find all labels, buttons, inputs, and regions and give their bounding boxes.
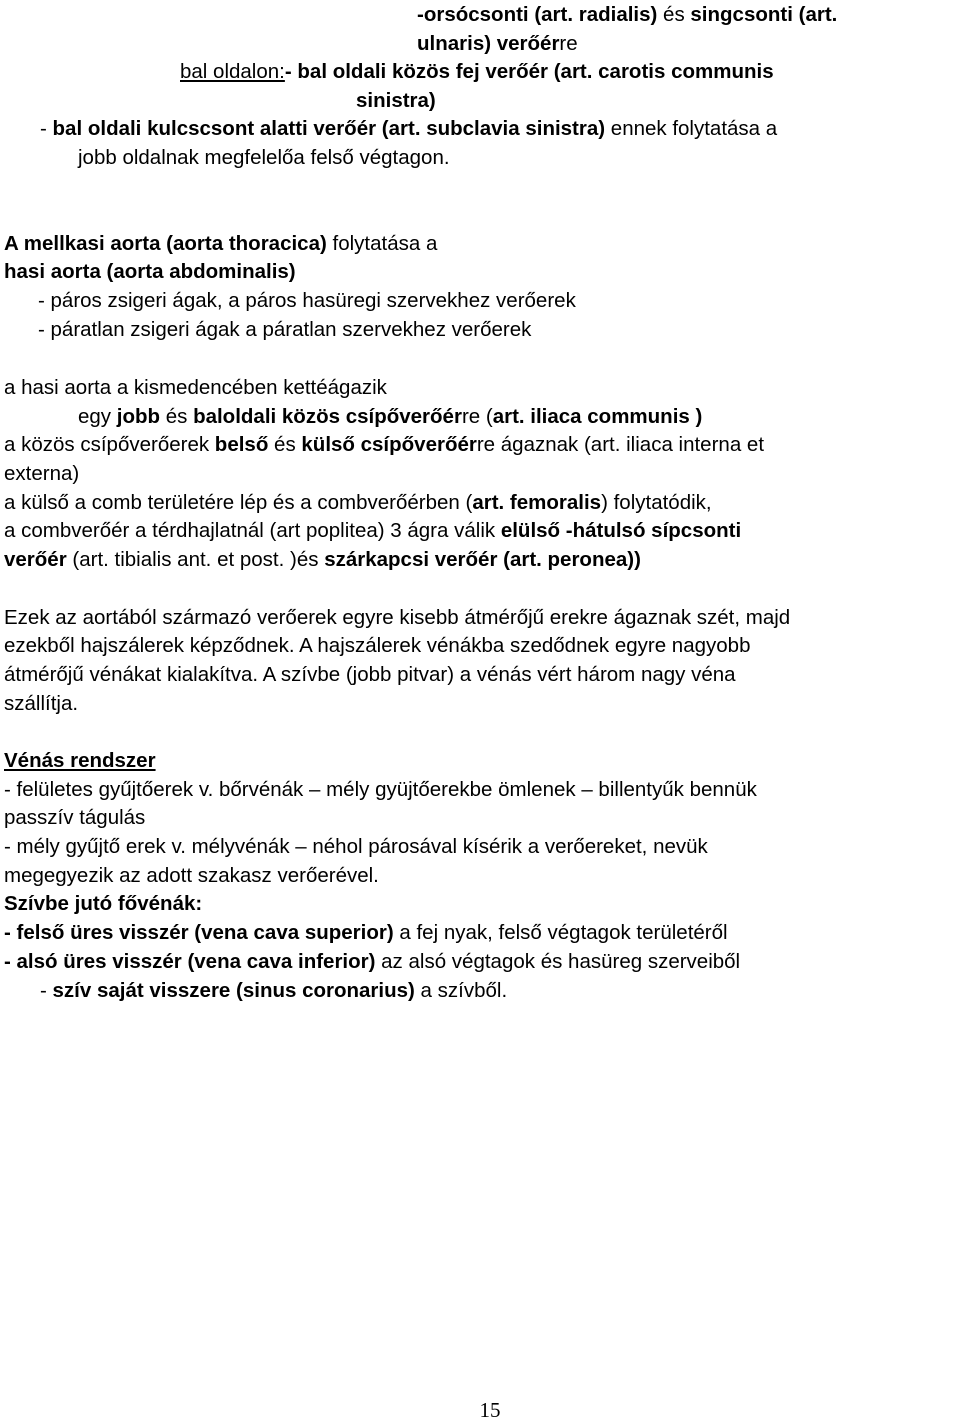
text-run: ) folytatódik, <box>601 491 712 514</box>
text-line <box>4 832 708 861</box>
text-run: a combverőér a térdhajlatnál (art poplitea) 3 ágra válik <box>4 519 501 542</box>
text-run: - <box>40 979 53 1002</box>
text-run: verőér <box>4 548 67 571</box>
text-line <box>4 889 202 918</box>
text-run: art. femoralis <box>472 491 602 514</box>
text-line <box>78 402 702 431</box>
text-run: externa) <box>4 462 80 485</box>
text-run: és <box>657 3 691 26</box>
text-run: ulnaris) verőér <box>417 32 560 55</box>
text-run: - felületes gyűjtőerek v. bőrvénák – mély gyüjtőerekbe ömlenek – billentyűk bennük <box>4 778 757 801</box>
text-run: -orsócsonti (art. radialis) <box>417 3 658 26</box>
text-run: re ( <box>461 405 493 428</box>
text-run: külső csípőverőér <box>301 433 477 456</box>
text-line <box>4 631 750 660</box>
text-run: Szívbe jutó fővénák: <box>4 892 203 915</box>
text-line <box>356 86 436 115</box>
text-run: egy <box>78 405 117 428</box>
text-run: ezekből hajszálerek képződnek. A hajszálerek vénákba szedődnek egyre nagyobb <box>4 634 751 657</box>
text-line <box>4 947 740 976</box>
text-run: folytatása a <box>326 232 438 255</box>
text-run: ennek folytatása a <box>605 117 778 140</box>
text-line <box>417 29 578 58</box>
text-line <box>78 143 450 172</box>
text-run: bal oldalon: <box>180 60 285 83</box>
text-line <box>38 286 576 315</box>
text-line <box>4 803 145 832</box>
text-run: és <box>160 405 194 428</box>
text-run: Vénás rendszer <box>4 749 156 772</box>
text-run: a szívből. <box>414 979 508 1002</box>
text-line <box>4 430 764 459</box>
text-run: a hasi aorta a kismedencében kettéágazik <box>4 376 387 399</box>
text-run: a fej nyak, felső végtagok területéről <box>393 921 728 944</box>
text-line <box>40 976 507 1005</box>
text-line <box>4 746 156 775</box>
text-line <box>180 57 774 86</box>
text-line <box>4 488 712 517</box>
text-line <box>4 861 379 890</box>
text-line <box>4 775 757 804</box>
text-run: (art. tibialis ant. et post. )és <box>66 548 325 571</box>
text-run: art. iliaca communis ) <box>492 405 703 428</box>
text-run: - alsó üres visszér (vena cava inferior) <box>4 950 376 973</box>
text-run: - páratlan zsigeri ágak a páratlan szervekhez verőerek <box>38 318 532 341</box>
text-line <box>4 660 736 689</box>
text-run: a külső a comb területére lép és a combverőérben ( <box>4 491 473 514</box>
text-run: re <box>559 32 578 55</box>
text-line <box>40 114 777 143</box>
text-run: - mély gyűjtő erek v. mélyvénák – néhol párosával kísérik a verőereket, nevük <box>4 835 708 858</box>
text-run: - felső üres visszér (vena cava superior) <box>4 921 394 944</box>
text-run: re ágaznak (art. iliaca interna et <box>476 433 765 456</box>
text-run: Ezek az aortából származó verőerek egyre kisebb átmérőjű erekre ágaznak szét, majd <box>4 606 791 629</box>
text-line <box>4 545 641 574</box>
text-run: átmérőjű vénákat kialakítva. A szívbe (jobb pitvar) a vénás vért három nagy véna <box>4 663 736 686</box>
text-run: passzív tágulás <box>4 806 146 829</box>
page-number: 15 <box>479 1398 501 1422</box>
text-line <box>4 373 387 402</box>
text-run: bal oldali kulcscsont alatti verőér (art. subclavia sinistra) <box>52 117 606 140</box>
text-run: és <box>268 433 302 456</box>
text-run: A mellkasi aorta (aorta thoracica) <box>4 232 327 255</box>
text-run: baloldali közös csípőverőér <box>193 405 462 428</box>
text-run: - bal oldali közös fej verőér (art. carotis communis <box>284 60 774 83</box>
text-run: - <box>40 117 53 140</box>
text-run: jobb <box>116 405 161 428</box>
text-run: az alsó végtagok és hasüreg szerveiből <box>375 950 741 973</box>
text-run: szív saját visszere (sinus coronarius) <box>52 979 415 1002</box>
text-run: elülső -hátulsó sípcsonti <box>500 519 742 542</box>
text-run: hasi aorta (aorta abdominalis) <box>4 260 296 283</box>
text-line <box>4 689 78 718</box>
text-run: sinistra) <box>356 89 436 112</box>
text-run: singcsonti (art. <box>690 3 838 26</box>
text-run: belső <box>214 433 269 456</box>
text-line <box>38 315 531 344</box>
text-run: a közös csípőverőerek <box>4 433 215 456</box>
text-line <box>4 918 728 947</box>
text-run: jobb oldalnak megfelelőa felső végtagon. <box>78 146 450 169</box>
text-line <box>4 459 79 488</box>
text-run: megegyezik az adott szakasz verőerével. <box>4 864 379 887</box>
text-line <box>4 229 437 258</box>
text-line <box>4 516 741 545</box>
text-run: szárkapcsi verőér (art. peronea)) <box>324 548 641 571</box>
text-line <box>417 0 837 29</box>
text-run: - páros zsigeri ágak, a páros hasüregi szervekhez verőerek <box>38 289 576 312</box>
text-line <box>4 257 296 286</box>
text-line <box>4 603 790 632</box>
text-run: szállítja. <box>4 692 79 715</box>
